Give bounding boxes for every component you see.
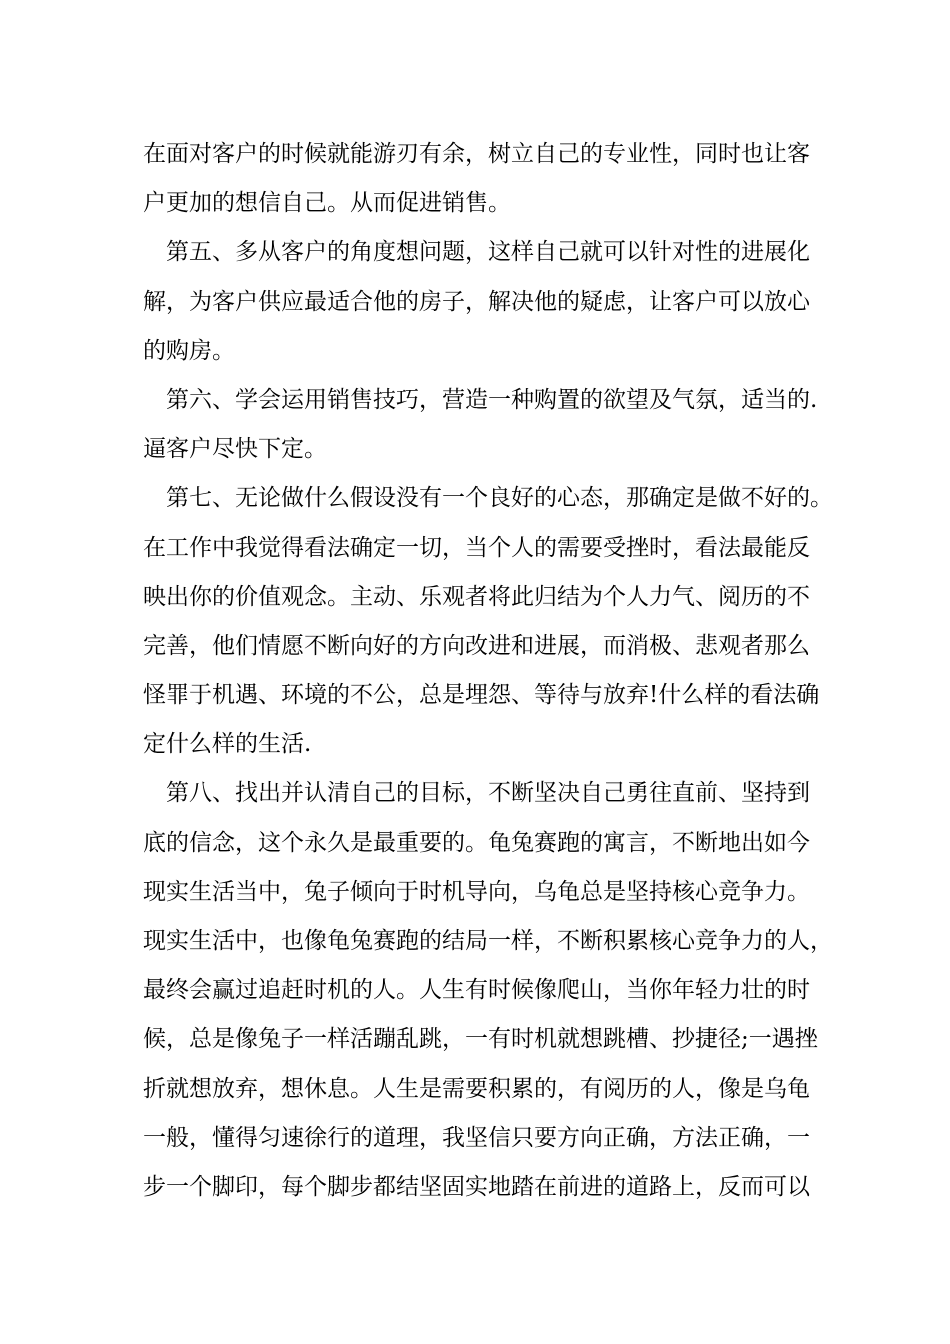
text-line: 户更加的想信自己。从而促进销售。: [143, 190, 511, 217]
document-body: [143, 130, 833, 1212]
text-line: 逼客户尽快下定。: [143, 436, 327, 463]
text-line: 在面对客户的时候就能游刃有余，树立自己的专业性，同时也让客: [143, 141, 810, 167]
text-line: 现实生活当中，兔子倾向于时机导向，乌龟总是坚持核心竞争力。: [143, 878, 810, 905]
text-line: 一般，懂得匀速徐行的道理，我坚信只要方向正确，方法正确，一: [143, 1124, 810, 1151]
paragraph-start-line: 第五、多从客户的角度想问题，这样自己就可以针对性的进展化: [166, 239, 810, 266]
text-line: 现实生活中，也像龟兔赛跑的结局一样，不断积累核心竞争力的人，: [143, 928, 833, 954]
text-line: 定什么样的生活.: [143, 731, 312, 758]
text-line: 解，为客户供应最适合他的房子，解决他的疑虑，让客户可以放心: [143, 288, 810, 315]
text-line: 步一个脚印，每个脚步都结坚固实地踏在前进的道路上，反而可以: [143, 1173, 810, 1200]
text-line: 怪罪于机遇、环境的不公，总是埋怨、等待与放弃!什么样的看法确: [143, 682, 820, 709]
paragraph-start-line: 第八、找出并认清自己的目标，不断坚决自己勇往直前、坚持到: [166, 780, 810, 807]
text-line: 的购房。: [143, 337, 235, 364]
text-line: 完善，他们情愿不断向好的方向改进和进展，而消极、悲观者那么: [143, 632, 810, 659]
text-line: 候，总是像兔子一样活蹦乱跳，一有时机就想跳槽、抄捷径;一遇挫: [143, 1026, 818, 1053]
text-line: 底的信念，这个永久是最重要的。龟兔赛跑的寓言，不断地出如今: [143, 829, 810, 856]
paragraph-start-line: 第六、学会运用销售技巧，营造一种购置的欲望及气氛，适当的.: [166, 386, 818, 413]
text-line: 折就想放弃，想休息。人生是需要积累的，有阅历的人，像是乌龟: [143, 1075, 810, 1102]
paragraph-start-line: 第七、无论做什么假设没有一个良好的心态，那确定是做不好的。: [166, 485, 833, 512]
text-line: 在工作中我觉得看法确定一切，当个人的需要受挫时，看法最能反: [143, 534, 810, 561]
text-line: 映出你的价值观念。主动、乐观者将此归结为个人力气、阅历的不: [143, 583, 810, 610]
text-line: 最终会赢过追赶时机的人。人生有时候像爬山，当你年轻力壮的时: [143, 977, 810, 1004]
